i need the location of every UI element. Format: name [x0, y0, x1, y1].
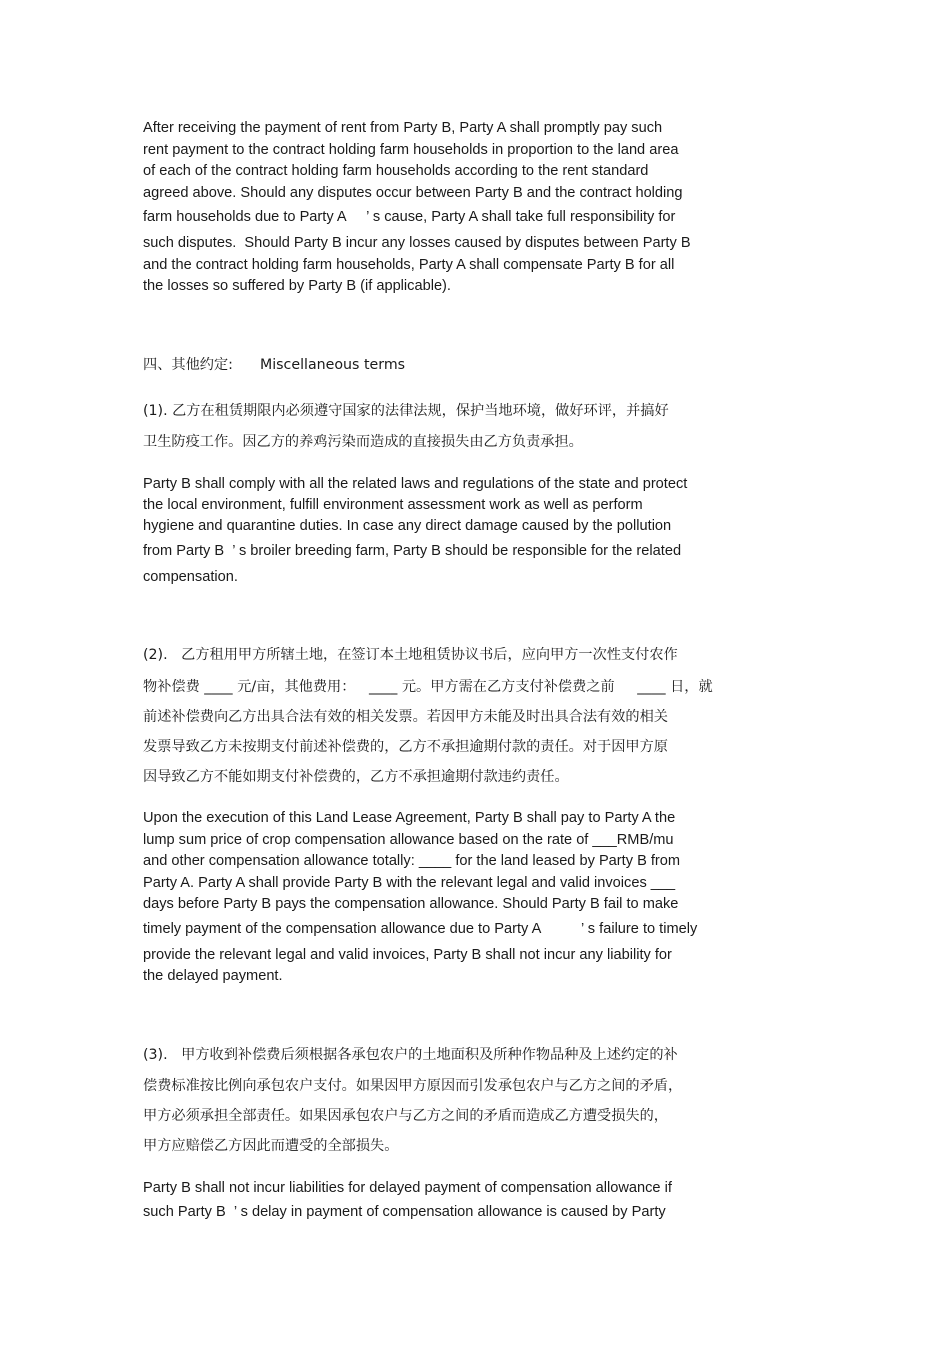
text-line: hygiene and quarantine duties. In case any direct damage caused by the pollution [143, 518, 672, 534]
section-heading: 四、其他约定: Miscellaneous terms [143, 357, 406, 373]
text-line: the delayed payment. [143, 968, 283, 984]
text-line: 甲方必须承担全部责任。如果因承包农户与乙方之间的矛盾而造成乙方遭受损失的， [143, 1108, 668, 1124]
text-line: rent payment to the contract holding farm households in proportion to the land area [143, 142, 679, 158]
text-line: Party B shall not incur liabilities for delayed payment of compensation allowance if [143, 1180, 672, 1196]
text-line: such disputes. Should Party B incur any losses caused by disputes between Party B [143, 235, 691, 251]
text-line: and other compensation allowance totally: ____ for the land leased by Party B from [143, 853, 681, 869]
text-line: farm households due to Party A ’ s cause, Party A shall take full responsibility for [143, 209, 676, 225]
text-line: Party B shall comply with all the related laws and regulations of the state and protect [143, 476, 688, 492]
text-line: 卫生防疫工作。因乙方的养鸡污染而造成的直接损失由乙方负责承担。 [143, 434, 583, 450]
text-line: such Party B ’ s delay in payment of compensation allowance is caused by Party [143, 1204, 666, 1220]
text-line: After receiving the payment of rent from Party B, Party A shall promptly pay such [143, 120, 663, 136]
text-line: (2). 乙方租用甲方所辖土地，在签订本土地租赁协议书后，应向甲方一次性支付农作 [143, 647, 678, 663]
text-line: from Party B ’ s broiler breeding farm, Party B should be responsible for the related [143, 543, 682, 559]
text-line: the local environment, fulfill environment assessment work as well as perform [143, 497, 643, 513]
text-line: 物补偿费 ____ 元/亩，其他费用： ____ 元。甲方需在乙方支付补偿费之前 ____ 日，就 [143, 679, 713, 695]
text-line: (3). 甲方收到补偿费后须根据各承包农户的土地面积及所种作物品种及上述约定的补 [143, 1047, 678, 1063]
text-line: timely payment of the compensation allowance due to Party A ’ s failure to timely [143, 921, 698, 937]
text-line: (1). 乙方在租赁期限内必须遵守国家的法律法规，保护当地环境，做好环评，并搞好 [143, 403, 669, 419]
text-line: of each of the contract holding farm households according to the rent standard [143, 163, 649, 179]
text-line: 因导致乙方不能如期支付补偿费的，乙方不承担逾期付款违约责任。 [143, 769, 569, 785]
text-line: provide the relevant legal and valid invoices, Party B shall not incur any liability for [143, 947, 672, 963]
text-line: the losses so suffered by Party B (if applicable). [143, 278, 451, 294]
text-line: lump sum price of crop compensation allowance based on the rate of ___RMB/mu [143, 832, 674, 848]
text-line: 偿费标准按比例向承包农户支付。如果因甲方原因而引发承包农户与乙方之间的矛盾， [143, 1078, 683, 1094]
text-line: agreed above. Should any disputes occur between Party B and the contract holding [143, 185, 683, 201]
text-line: and the contract holding farm households, Party A shall compensate Party B for all [143, 257, 675, 273]
text-line: 发票导致乙方未按期支付前述补偿费的，乙方不承担逾期付款的责任。对于因甲方原 [143, 739, 668, 755]
text-line: 前述补偿费向乙方出具合法有效的相关发票。若因甲方未能及时出具合法有效的相关 [143, 709, 668, 725]
text-line: compensation. [143, 569, 238, 585]
text-line: Party A. Party A shall provide Party B with the relevant legal and valid invoices ___ [143, 875, 676, 891]
text-line: days before Party B pays the compensation allowance. Should Party B fail to make [143, 896, 679, 912]
text-line: 甲方应赔偿乙方因此而遭受的全部损失。 [143, 1138, 399, 1154]
text-line: Upon the execution of this Land Lease Agreement, Party B shall pay to Party A the [143, 810, 676, 826]
